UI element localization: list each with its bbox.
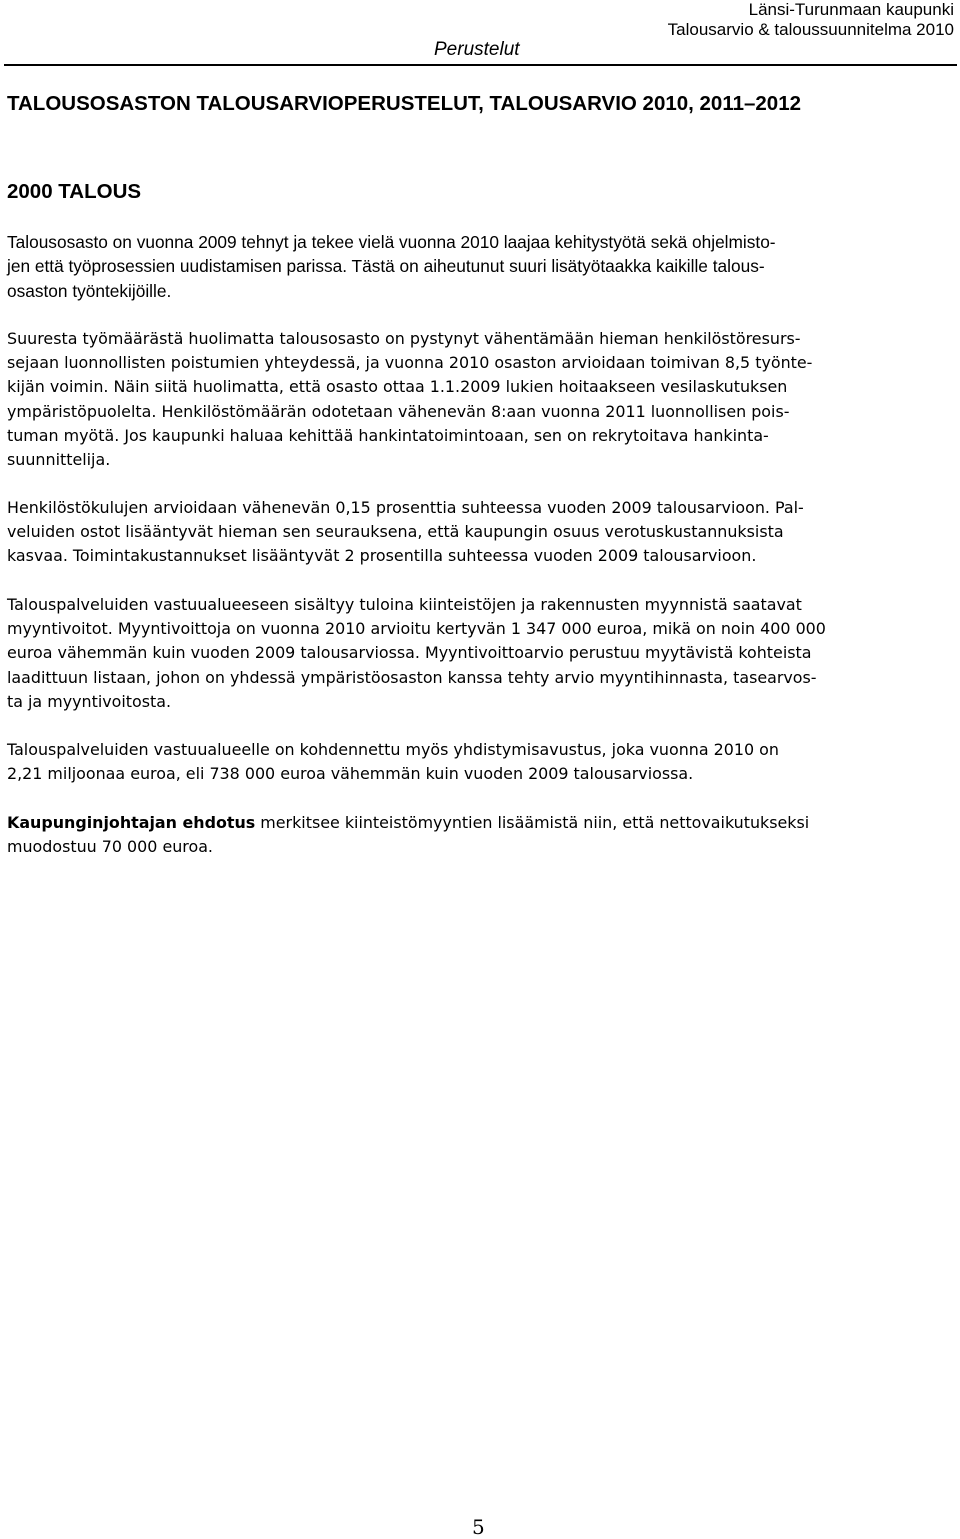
text-line: muodostuu 70 000 euroa. bbox=[7, 837, 213, 857]
text-line: Talousosasto on vuonna 2009 tehnyt ja tekee vielä vuonna 2010 laajaa kehitystyötä sekä ohjelmisto- bbox=[7, 232, 776, 252]
text-line: suunnittelija. bbox=[7, 450, 111, 470]
text-line: Talouspalveluiden vastuualueelle on kohdennettu myös yhdistymisavustus, joka vuonna 2010 on bbox=[7, 740, 779, 759]
text-line: 2,21 miljoonaa euroa, eli 738 000 euroa vähemmän kuin vuoden 2009 talousarviossa. bbox=[7, 764, 694, 784]
page-header bbox=[0, 0, 960, 68]
document-title: TALOUSOSASTON TALOUSARVIOPERUSTELUT, TALOUSARVIO 2010, 2011–2012 bbox=[7, 92, 802, 115]
text-line: kasvaa. Toimintakustannukset lisääntyvät 2 prosentilla suhteessa vuoden 2009 talousarvioon. bbox=[7, 546, 757, 566]
text-line: kijän voimin. Näin siitä huolimatta, että osasto ottaa 1.1.2009 lukien hoitaakseen vesilaskutuksen bbox=[7, 377, 788, 397]
text-line: myyntivoitot. Myyntivoittoja on vuonna 2010 arvioitu kertyvän 1 347 000 euroa, mikä on noin 400 000 bbox=[7, 619, 826, 639]
text-line: laadittuun listaan, johon on yhdessä ympäristöosaston kanssa tehty arvio myyntihinnasta, tasearvos- bbox=[7, 667, 817, 687]
text-line: Henkilöstökulujen arvioidaan vähenevän 0,15 prosenttia suhteessa vuoden 2009 talousarvioon. Pal- bbox=[7, 498, 804, 517]
paragraph-proposal bbox=[7, 811, 953, 859]
paragraph-costs bbox=[7, 496, 953, 569]
page-number: 5 bbox=[472, 1515, 485, 1539]
header-municipality: Länsi-Turunmaan kaupunki bbox=[748, 0, 954, 19]
text-line: Suuresta työmäärästä huolimatta talousosasto on pystynyt vähentämään hieman henkilöstöresurs- bbox=[7, 329, 801, 348]
text-line bbox=[7, 811, 953, 835]
text-line: euroa vähemmän kuin vuoden 2009 talousarviossa. Myyntivoittoarvio perustuu myytävistä kohteista bbox=[7, 643, 812, 663]
text-line: veluiden ostot lisääntyvät hieman sen seurauksena, että kaupungin osuus verotuskustannuksista bbox=[7, 522, 784, 542]
text-line: sejaan luonnollisten poistumien yhteydessä, ja vuonna 2010 osaston arvioidaan toimivan 8,5 työnte- bbox=[7, 353, 813, 373]
paragraph-intro bbox=[7, 230, 953, 303]
text-line: ympäristöpuolelta. Henkilöstömäärän odotetaan vähenevän 8:aan vuonna 2011 luonnollisen pois- bbox=[7, 401, 790, 421]
header-divider bbox=[4, 64, 957, 66]
header-document-info bbox=[668, 0, 954, 40]
paragraph-sales-profits bbox=[7, 593, 953, 714]
header-section-label: Perustelut bbox=[434, 39, 520, 60]
text-line: tuman myötä. Jos kaupunki haluaa kehittää hankintatoimintoaan, sen on rekrytoitava hankinta- bbox=[7, 425, 769, 445]
text-line: Talouspalveluiden vastuualueeseen sisältyy tuloina kiinteistöjen ja rakennusten myynnistä saatavat bbox=[7, 595, 802, 614]
paragraph-staff bbox=[7, 327, 953, 472]
section-title: 2000 TALOUS bbox=[7, 180, 142, 203]
paragraph-merger-grant bbox=[7, 738, 953, 786]
proposal-text: merkitsee kiinteistömyyntien lisäämistä niin, että nettovaikutukseksi bbox=[255, 813, 810, 832]
text-line: ta ja myyntivoitosta. bbox=[7, 691, 172, 711]
text-line: jen että työprosessien uudistamisen parissa. Tästä on aiheutunut suuri lisätyötaakka kaikille talous- bbox=[7, 256, 765, 277]
proposal-lead: Kaupunginjohtajan ehdotus bbox=[7, 813, 256, 832]
text-line: osaston työntekijöille. bbox=[7, 280, 172, 301]
header-document-title: Talousarvio & taloussuunnitelma 2010 bbox=[667, 20, 954, 39]
